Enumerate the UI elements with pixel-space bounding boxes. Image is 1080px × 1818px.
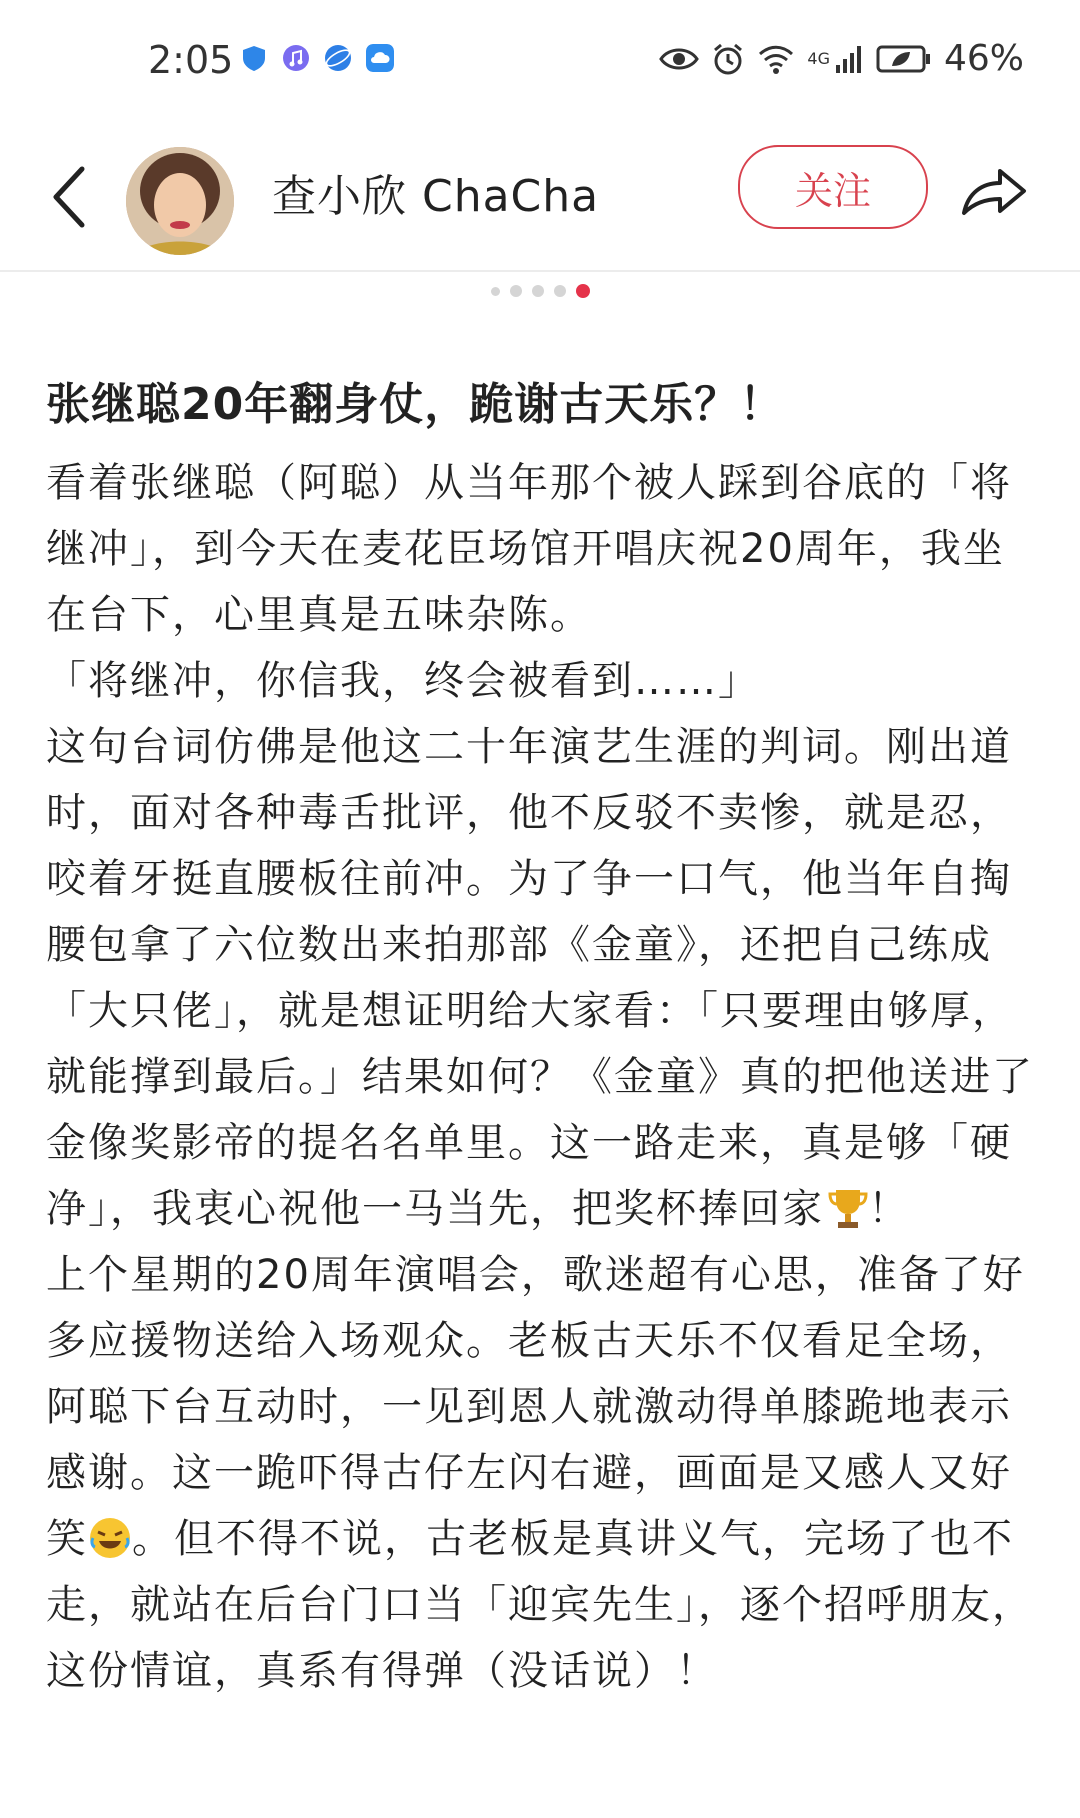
post-paragraph: 看着张继聪（阿聪）从当年那个被人踩到谷底的「将继冲」，到今天在麦花臣场馆开唱庆祝20周年，我坐在台下，心里真是五味杂陈。 [46, 460, 1012, 638]
status-indicators [659, 38, 1024, 79]
network-type: 4G [807, 49, 830, 68]
avatar-image [126, 147, 234, 255]
post-paragraph-text: 这句台词仿佛是他这二十年演艺生涯的判词。刚出道时，面对各种毒舌批评，他不反驳不卖惨，就是忍，咬着牙挺直腰板往前冲。为了争一口气，他当年自掏腰包拿了六位数出来拍那部《金童》，还把自己练成「大只佬」，就是想证明给大家看：「只要理由够厚，就能撑到最后。」结果如何？《金童》真的把他送进了金像奖影帝的提名名单里。这一路走来，真是够「硬净」，我衷心祝他一马当先，把奖杯捧回家 [46, 724, 1034, 1232]
image-pager[interactable] [0, 284, 1080, 298]
status-app-icons [240, 44, 394, 72]
wifi-icon [757, 43, 795, 75]
username[interactable]: 查小欣 ChaCha [272, 171, 600, 222]
post-paragraph-text: 上个星期的20周年演唱会，歌迷超有心思，准备了好多应援物送给入场观众。老板古天乐不仅看足全场，阿聪下台互动时，一见到恩人就激动得单膝跪地表示感谢。这一跪吓得古仔左闪右避，画面是又感人又好笑 [46, 1252, 1025, 1562]
post-title: 张继聪20年翻身仗，跪谢古天乐？！ [46, 379, 785, 430]
post-header [0, 125, 1080, 272]
cloud-app-icon [366, 44, 394, 72]
battery-icon [876, 44, 932, 74]
status-bar [0, 0, 1080, 125]
signal-icon [834, 43, 864, 75]
post-body [46, 450, 1036, 1704]
shield-icon [240, 44, 268, 72]
pager-dot[interactable] [554, 285, 566, 297]
follow-button[interactable]: 关注 [738, 145, 928, 229]
status-time: 2:05 [148, 38, 234, 82]
share-icon[interactable] [958, 153, 1030, 225]
avatar[interactable] [126, 147, 234, 255]
pager-dot-active[interactable] [576, 284, 590, 298]
post-paragraph [46, 1242, 1036, 1704]
music-app-icon [282, 44, 310, 72]
post-paragraph: 「将继冲，你信我，终会被看到……」 [46, 658, 760, 704]
laugh-emoji [88, 1516, 132, 1560]
pager-dot[interactable] [532, 285, 544, 297]
alarm-icon [711, 42, 745, 76]
battery-percent: 46% [943, 38, 1024, 79]
browser-app-icon [324, 44, 352, 72]
post-paragraph-text: 。但不得不说，古老板是真讲义气，完场了也不走，就站在后台门口当「迎宾先生」，逐个招呼朋友，这份情谊，真系有得弹（没话说）！ [46, 1516, 1034, 1694]
trophy-emoji [828, 1186, 868, 1230]
pager-dot[interactable] [510, 285, 522, 297]
back-icon[interactable] [42, 157, 102, 237]
pager-dot[interactable] [491, 287, 500, 296]
post-paragraph [46, 714, 1036, 1242]
eye-icon [659, 45, 699, 73]
post-paragraph-text: ！ [868, 1186, 910, 1232]
